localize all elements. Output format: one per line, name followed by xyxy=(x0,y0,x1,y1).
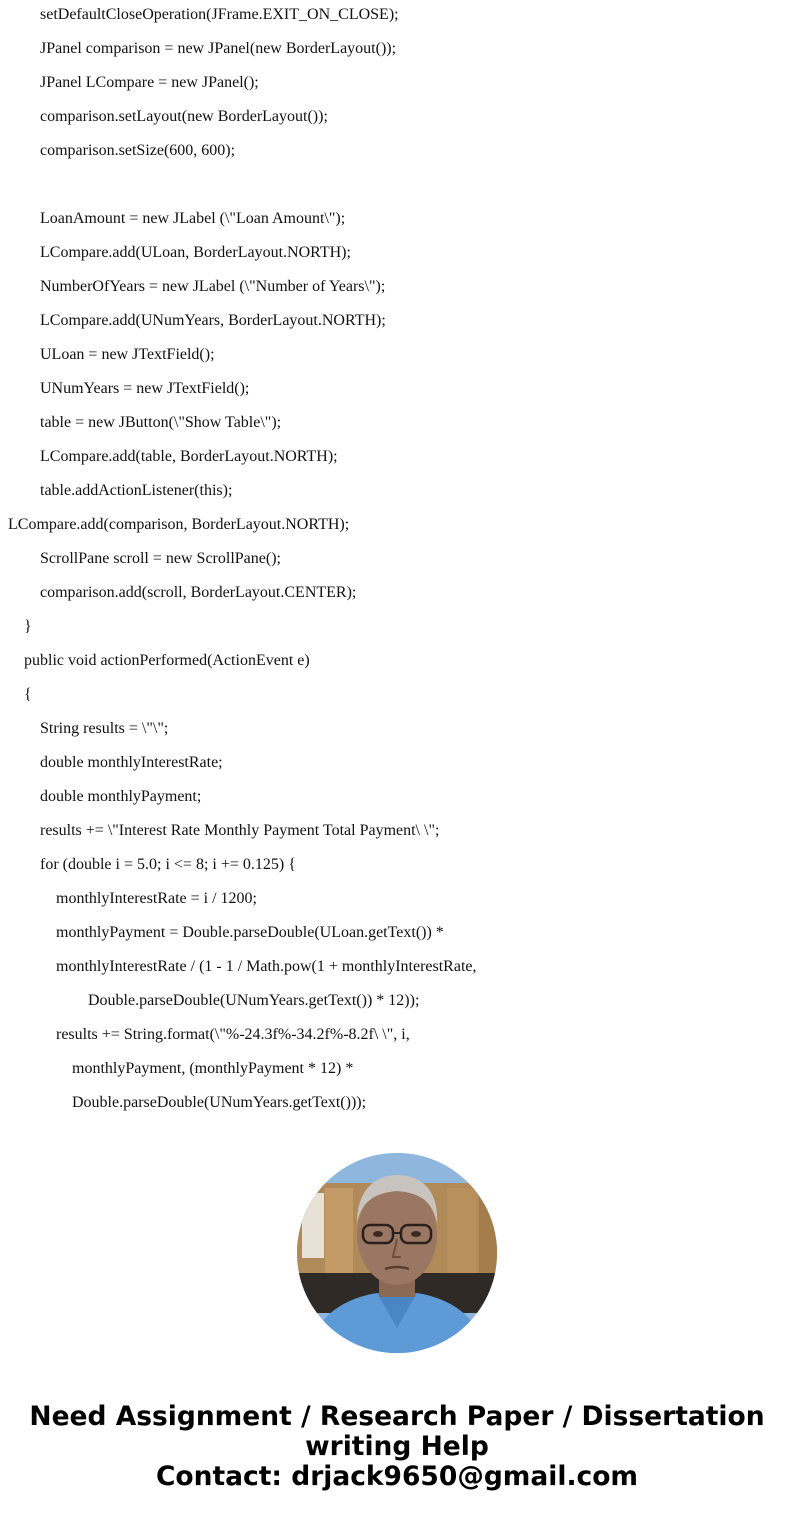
code-line: String results = \"\"; xyxy=(40,720,169,737)
code-line: results += \"Interest Rate Monthly Payment Total Payment\ \"; xyxy=(40,822,440,839)
author-avatar xyxy=(297,1153,497,1353)
portrait-illustration xyxy=(297,1153,497,1353)
code-line: comparison.setLayout(new BorderLayout()); xyxy=(40,108,328,125)
code-line: LoanAmount = new JLabel (\"Loan Amount\"); xyxy=(40,210,346,227)
code-line: comparison.setSize(600, 600); xyxy=(40,142,236,159)
code-line: ScrollPane scroll = new ScrollPane(); xyxy=(40,550,281,567)
code-line: JPanel comparison = new JPanel(new BorderLayout()); xyxy=(40,40,397,57)
code-line: Double.parseDouble(UNumYears.getText())); xyxy=(72,1094,367,1111)
code-line: monthlyInterestRate = i / 1200; xyxy=(56,890,257,907)
code-line: JPanel LCompare = new JPanel(); xyxy=(40,74,259,91)
code-line: monthlyInterestRate / (1 - 1 / Math.pow(1 + monthlyInterestRate, xyxy=(56,958,477,975)
code-line: LCompare.add(ULoan, BorderLayout.NORTH); xyxy=(40,244,351,261)
code-line: public void actionPerformed(ActionEvent e) xyxy=(24,652,310,669)
code-line: LCompare.add(comparison, BorderLayout.NORTH); xyxy=(8,516,350,533)
code-line: } xyxy=(24,618,32,635)
code-line: LCompare.add(table, BorderLayout.NORTH); xyxy=(40,448,338,465)
code-line: table.addActionListener(this); xyxy=(40,482,233,499)
code-line: LCompare.add(UNumYears, BorderLayout.NORTH); xyxy=(40,312,386,329)
code-line: NumberOfYears = new JLabel (\"Number of Years\"); xyxy=(40,278,386,295)
code-line: monthlyPayment, (monthlyPayment * 12) * xyxy=(72,1060,354,1077)
code-line: setDefaultCloseOperation(JFrame.EXIT_ON_CLOSE); xyxy=(40,6,399,23)
code-line: UNumYears = new JTextField(); xyxy=(40,380,250,397)
code-line: results += String.format(\"%-24.3f%-34.2f%-8.2f\ \", i, xyxy=(56,1026,410,1043)
code-line: table = new JButton(\"Show Table\"); xyxy=(40,414,282,431)
banner-line-1: Need Assignment / Research Paper / Dissertation xyxy=(29,1401,765,1432)
code-line: double monthlyPayment; xyxy=(40,788,202,805)
code-line: ULoan = new JTextField(); xyxy=(40,346,215,363)
code-line: Double.parseDouble(UNumYears.getText()) * 12)); xyxy=(88,992,420,1009)
contact-email: Contact: drjack9650@gmail.com xyxy=(155,1461,639,1492)
code-line: comparison.add(scroll, BorderLayout.CENTER); xyxy=(40,584,357,601)
contact-banner xyxy=(0,1402,794,1492)
code-line: for (double i = 5.0; i <= 8; i += 0.125) { xyxy=(40,856,296,873)
code-line: double monthlyInterestRate; xyxy=(40,754,223,771)
banner-line-2: writing Help xyxy=(305,1431,489,1462)
code-line: monthlyPayment = Double.parseDouble(ULoan.getText()) * xyxy=(56,924,444,941)
code-line: { xyxy=(24,686,32,703)
